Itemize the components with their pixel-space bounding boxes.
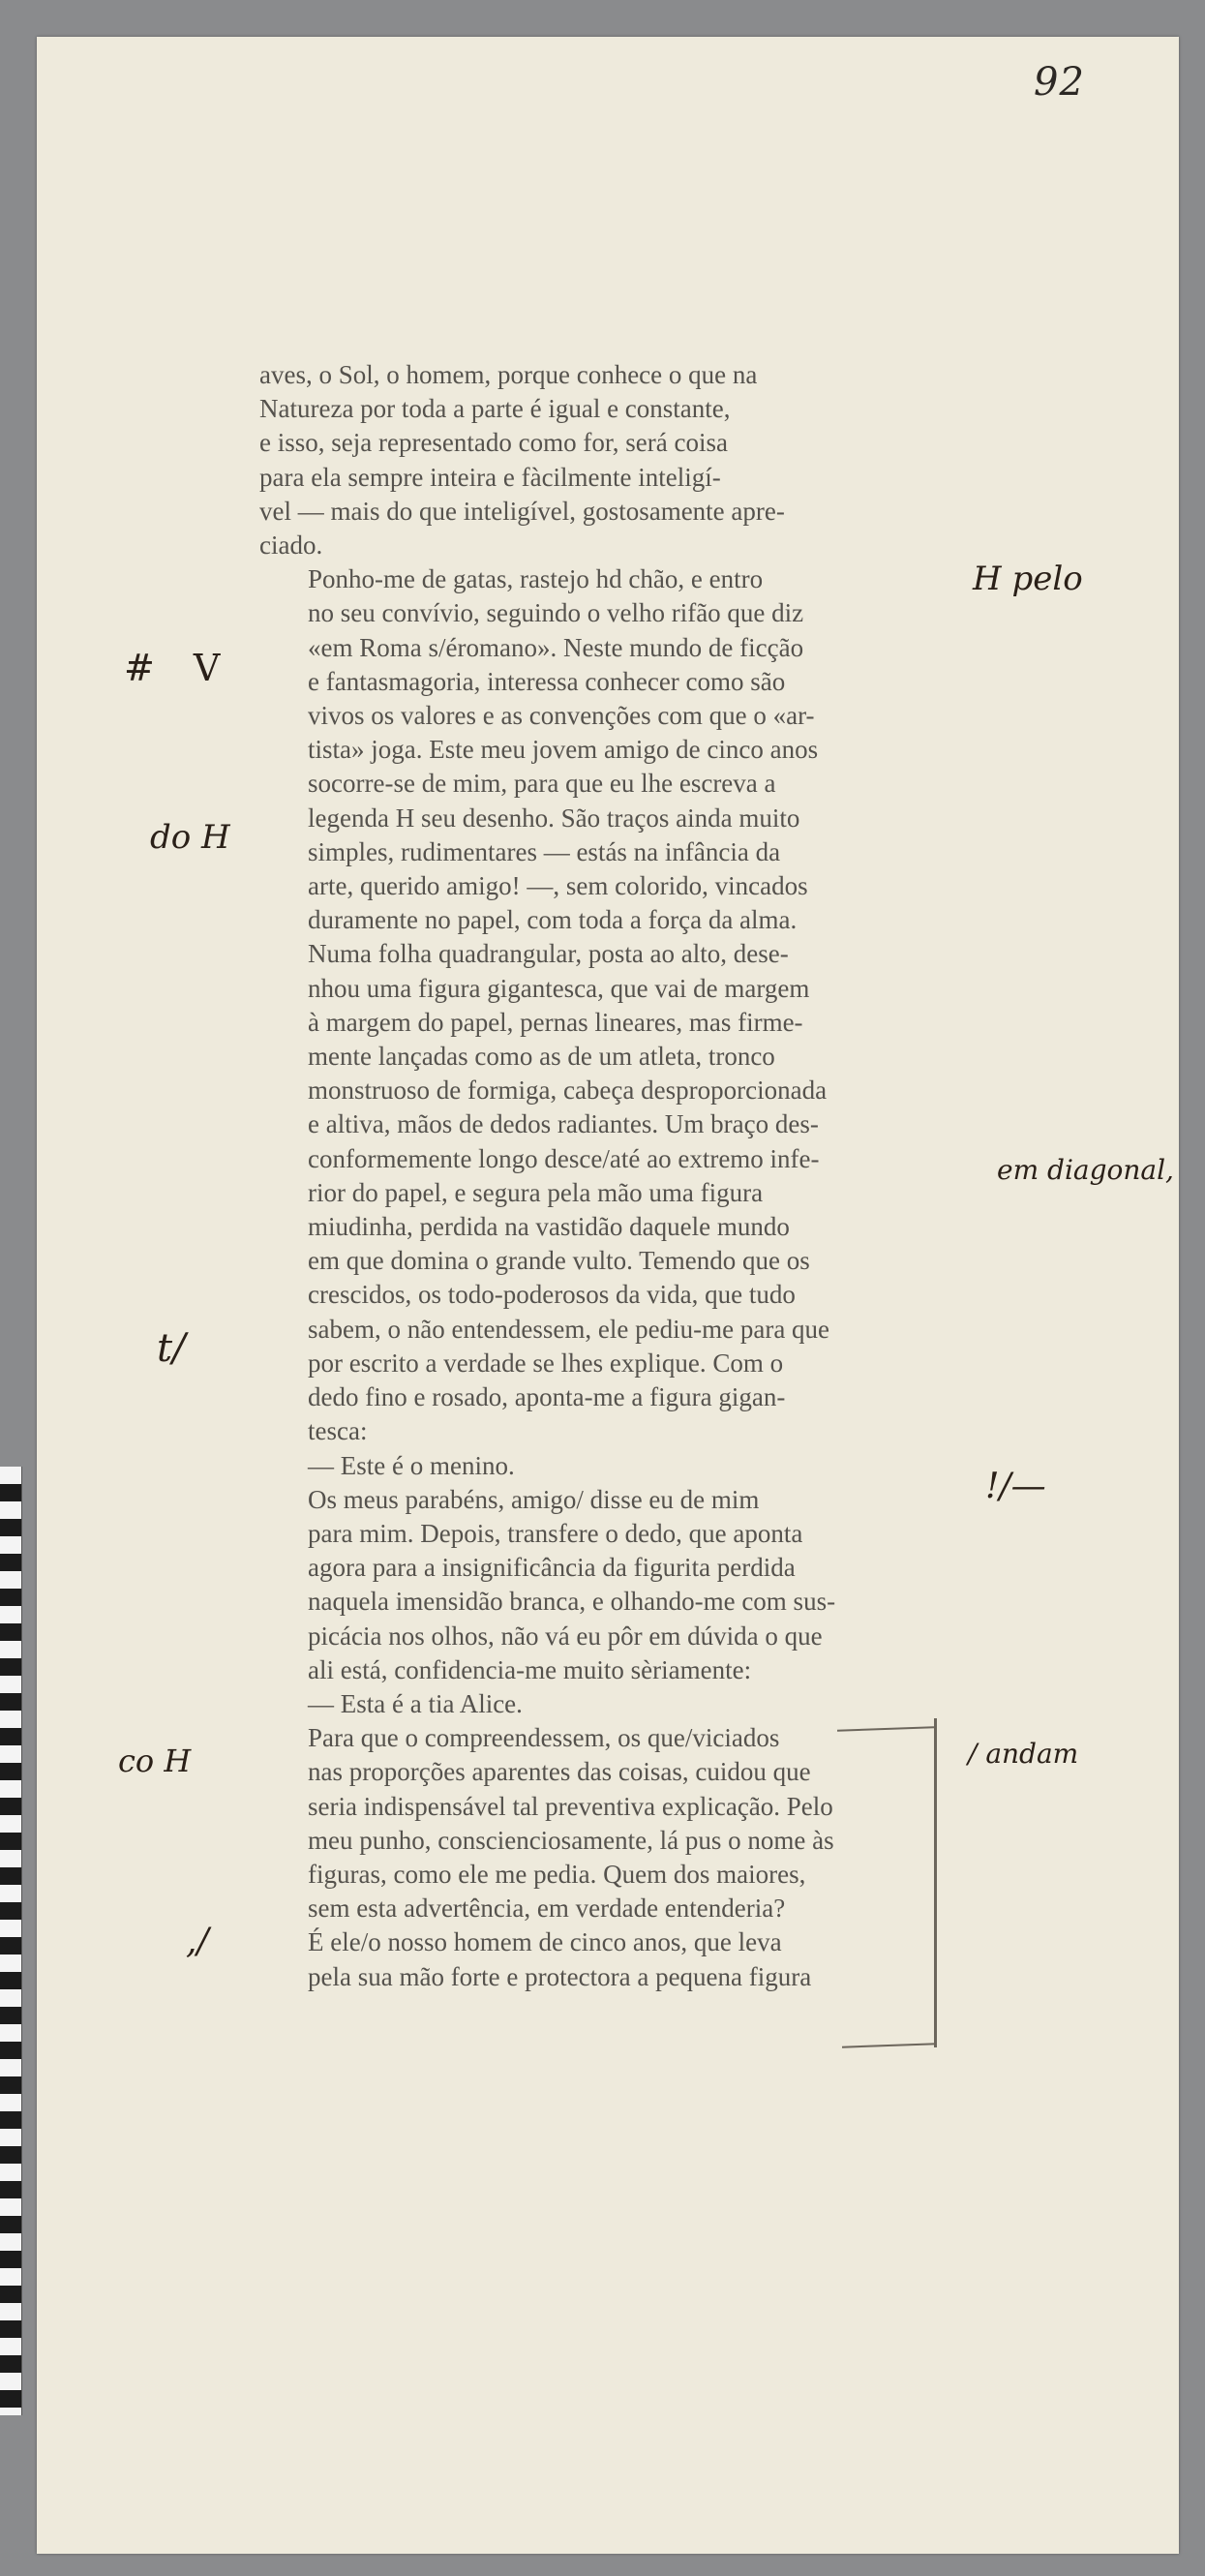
text-line: no seu convívio, seguindo o velho rifão que diz bbox=[308, 598, 804, 628]
text-line: monstruoso de formiga, cabeça desproporcionada bbox=[308, 1076, 828, 1106]
text-line: e isso, seja representado como for, será coisa bbox=[259, 428, 728, 458]
text-line: nas proporções aparentes das coisas, cuidou que bbox=[308, 1757, 811, 1787]
paragraph bbox=[259, 1483, 918, 1687]
text-line: e fantasmagoria, interessa conhecer como são bbox=[308, 666, 786, 696]
body-text bbox=[259, 358, 918, 1994]
text-line: tista» joga. Este meu jovem amigo de cinco anos bbox=[308, 735, 819, 765]
text-line: seria indispensável tal preventiva explicação. Pelo bbox=[308, 1791, 833, 1821]
margin-note-diagonal: em diagonal, bbox=[997, 1154, 1174, 1186]
text-line: aves, o Sol, o homem, porque conhece o que na bbox=[259, 360, 758, 389]
text-line: e altiva, mãos de dedos radiantes. Um braço des- bbox=[308, 1109, 819, 1139]
text-line: por escrito a verdade se lhes explique. Com o bbox=[308, 1348, 784, 1378]
paragraph bbox=[259, 1721, 918, 1994]
margin-note-comma: ,/ bbox=[186, 1922, 209, 1961]
margin-note-hash: # V bbox=[124, 647, 234, 689]
text-line: arte, querido amigo! —, sem colorido, vincados bbox=[308, 871, 808, 901]
text-line: Numa folha quadrangular, posta ao alto, dese- bbox=[308, 939, 789, 969]
text-line: legenda H seu desenho. São traços ainda muito bbox=[308, 803, 800, 833]
paragraph bbox=[259, 358, 918, 562]
page-number: 92 bbox=[1034, 60, 1085, 105]
text-line: duramente no papel, com toda a força da alma. bbox=[308, 905, 798, 935]
text-line: para ela sempre inteira e fàcilmente inteligí- bbox=[259, 462, 721, 492]
text-line: socorre-se de mim, para que eu lhe escreva a bbox=[308, 769, 776, 799]
text-line: ali está, confidencia-me muito sèriamente: bbox=[308, 1654, 752, 1684]
text-line: à margem do papel, pernas lineares, mas firme- bbox=[308, 1007, 803, 1037]
text-line: em que domina o grande vulto. Temendo que os bbox=[308, 1246, 810, 1276]
text-line: vel — mais do que inteligível, gostosamente apre- bbox=[259, 496, 785, 526]
text-line: tesca: bbox=[308, 1416, 368, 1446]
text-line: agora para a insignificância da figurita perdida bbox=[308, 1553, 796, 1583]
text-line: picácia nos olhos, não vá eu pôr em dúvida o que bbox=[308, 1621, 823, 1651]
paragraph bbox=[259, 1449, 918, 1483]
color-scale-ruler bbox=[0, 1467, 22, 2415]
text-line: nhou uma figura gigantesca, que vai de margem bbox=[308, 973, 810, 1003]
text-line: Para que o compreendessem, os que/viciados bbox=[308, 1723, 780, 1753]
text-line: Natureza por toda a parte é igual e constante, bbox=[259, 394, 731, 424]
text-line: figuras, como ele me pedia. Quem dos maiores, bbox=[308, 1859, 806, 1889]
text-line: meu punho, conscienciosamente, lá pus o nome às bbox=[308, 1825, 834, 1855]
text-line: Ponho-me de gatas, rastejo hd chão, e entro bbox=[308, 564, 764, 594]
text-line: mente lançadas como as de um atleta, tronco bbox=[308, 1042, 775, 1072]
text-line: Os meus parabéns, amigo/ disse eu de mim bbox=[308, 1484, 760, 1514]
paragraph bbox=[259, 1687, 918, 1721]
margin-note-do: do H bbox=[150, 818, 230, 857]
text-line: naquela imensidão branca, e olhando-me com sus- bbox=[308, 1587, 836, 1617]
margin-note-t: t/ bbox=[157, 1326, 186, 1371]
text-line: É ele/o nosso homem de cinco anos, que leva bbox=[308, 1927, 782, 1957]
text-line: vivos os valores e as convenções com que o «ar- bbox=[308, 701, 815, 731]
text-line: «em Roma s/éromano». Neste mundo de ficção bbox=[308, 632, 804, 662]
paragraph bbox=[259, 562, 918, 1448]
text-line: crescidos, os todo-poderosos da vida, que tudo bbox=[308, 1280, 796, 1310]
margin-note-co: co H bbox=[118, 1743, 192, 1779]
text-line: — Este é o menino. bbox=[308, 1450, 515, 1480]
text-line: sem esta advertência, em verdade entenderia? bbox=[308, 1894, 786, 1924]
text-line: dedo fino e rosado, aponta-me a figura gigan- bbox=[308, 1382, 786, 1412]
text-line: simples, rudimentares — estás na infância da bbox=[308, 836, 781, 866]
text-line: sabem, o não entendessem, ele pediu-me para que bbox=[308, 1314, 830, 1344]
text-line: — Esta é a tia Alice. bbox=[308, 1688, 523, 1718]
text-line: miudinha, perdida na vastidão daquele mundo bbox=[308, 1212, 790, 1242]
text-line: para mim. Depois, transfere o dedo, que aponta bbox=[308, 1518, 803, 1548]
margin-note-andam: / andam bbox=[968, 1738, 1079, 1770]
text-line: rior do papel, e segura pela mão uma figura bbox=[308, 1177, 764, 1207]
text-line: pela sua mão forte e protectora a pequena figura bbox=[308, 1961, 812, 1991]
margin-note-pelo: H pelo bbox=[973, 560, 1083, 598]
text-line: conformemente longo desce/até ao extremo infe- bbox=[308, 1143, 820, 1173]
text-line: ciado. bbox=[259, 530, 323, 561]
margin-bracket bbox=[934, 1718, 937, 2047]
margin-note-exclaim: !/— bbox=[985, 1467, 1046, 1506]
